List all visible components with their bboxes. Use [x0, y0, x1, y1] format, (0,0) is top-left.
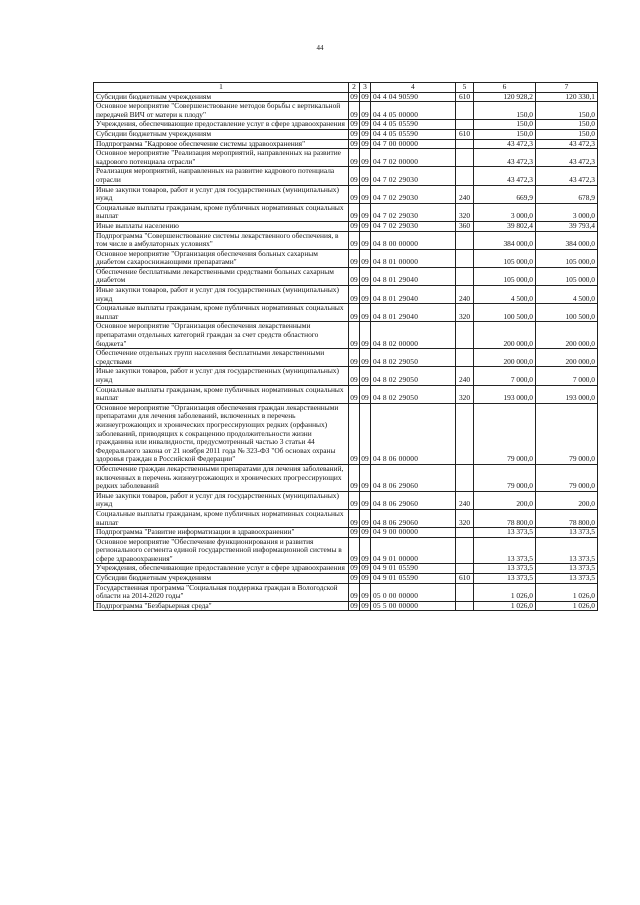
cell-subsection: 09: [361, 563, 369, 573]
cell-amount-year1: 3 000,0: [474, 203, 536, 221]
cell-expense-type: 610: [456, 574, 474, 584]
cell-expense-type: [456, 139, 474, 149]
cell-subsection: 09: [360, 464, 371, 491]
cell-amount-year2: 1 026,0: [536, 583, 598, 601]
table-row: [94, 537, 598, 564]
cell-name: Иные выплаты населению: [94, 221, 349, 231]
cell-section: 09: [350, 563, 358, 573]
cell-section: 09: [349, 509, 360, 527]
table-row: [94, 322, 598, 349]
cell-expense-type: 610: [456, 129, 474, 139]
cell-code: 04 8 01 29040: [371, 304, 456, 322]
cell-amount-year2: 13 373,5: [536, 537, 598, 564]
table-row: [94, 349, 598, 367]
cell-amount-year2: 120 330,1: [536, 92, 598, 102]
cell-amount-year2: 100 500,0: [536, 304, 598, 322]
cell-code: 04 8 02 29050: [371, 367, 456, 385]
cell-code: 04 8 02 29050: [371, 385, 456, 403]
header-cell-expense-type: 5: [456, 83, 474, 93]
cell-expense-type: [456, 583, 474, 601]
header-cell-code: 4: [371, 83, 456, 93]
cell-subsection: 09: [361, 573, 369, 583]
table-row: [94, 528, 598, 538]
cell-section: 09: [350, 139, 358, 148]
table-row: [94, 574, 598, 584]
cell-section: 09: [349, 491, 360, 509]
cell-amount-year2: 150,0: [536, 120, 598, 130]
cell-amount-year1: 13 373,5: [474, 528, 536, 538]
cell-section: 09: [349, 149, 360, 167]
cell-code: 04 9 01 00000: [371, 537, 456, 564]
cell-expense-type: [456, 167, 474, 185]
cell-subsection: 09: [360, 537, 371, 564]
cell-amount-year2: 79 000,0: [536, 464, 598, 491]
cell-section: 09: [349, 349, 360, 367]
cell-code: 04 8 01 29040: [371, 286, 456, 304]
cell-amount-year2: 105 000,0: [536, 249, 598, 267]
cell-section: 09: [350, 92, 358, 101]
cell-name: Подпрограмма "Совершенствование системы лекарственного обеспечения, в том числе в амбулаторных условиях": [94, 231, 349, 249]
cell-section: 09: [349, 203, 360, 221]
cell-expense-type: [456, 464, 474, 491]
table-row: [94, 509, 598, 527]
table-row: [94, 167, 598, 185]
cell-code: 04 7 02 29030: [371, 185, 456, 203]
cell-expense-type: [456, 120, 474, 130]
cell-section: 09: [350, 221, 358, 230]
cell-name: Иные закупки товаров, работ и услуг для государственных (муниципальных) нужд: [94, 185, 349, 203]
cell-name: Государственная программа "Социальная поддержка граждан в Вологодской области на 2014-2020 годы": [94, 583, 349, 601]
cell-expense-type: 320: [456, 304, 474, 322]
cell-amount-year1: 200 000,0: [474, 349, 536, 367]
header-cell-name: 1: [94, 83, 349, 93]
cell-amount-year1: 669,9: [474, 185, 536, 203]
cell-expense-type: 320: [456, 509, 474, 527]
cell-name: Основное мероприятие "Обеспечение функционирования и развития регионального сегмента единой государственной информационной системы в сфере здравоохранения": [94, 537, 349, 564]
header-cell-year1: 6: [474, 83, 536, 93]
cell-amount-year1: 4 500,0: [474, 286, 536, 304]
cell-amount-year2: 150,0: [536, 129, 598, 139]
cell-expense-type: [456, 231, 474, 249]
cell-section: 09: [349, 249, 360, 267]
cell-expense-type: 240: [456, 286, 474, 304]
table-row: [94, 267, 598, 285]
cell-subsection: 09: [361, 139, 369, 148]
cell-subsection: 09: [361, 527, 369, 537]
cell-subsection: 09: [360, 583, 371, 601]
cell-subsection: 09: [360, 267, 371, 285]
cell-amount-year2: 150,0: [536, 102, 598, 120]
cell-expense-type: [456, 322, 474, 349]
cell-section: 09: [349, 385, 360, 403]
cell-code: 04 9 01 05590: [371, 574, 456, 584]
cell-subsection: 09: [360, 167, 371, 185]
cell-expense-type: [456, 403, 474, 464]
cell-name: Учреждения, обеспечивающие предоставление услуг в сфере здравоохранения: [94, 120, 349, 130]
cell-amount-year1: 150,0: [474, 120, 536, 130]
table-body: [94, 92, 598, 611]
cell-expense-type: [456, 537, 474, 564]
table-row: [94, 92, 598, 102]
cell-amount-year2: 13 373,5: [536, 564, 598, 574]
cell-code: 04 4 05 05590: [371, 120, 456, 130]
cell-expense-type: [456, 267, 474, 285]
cell-amount-year1: 13 373,5: [474, 564, 536, 574]
page-number: 44: [316, 44, 324, 52]
cell-name: Субсидии бюджетным учреждениям: [94, 129, 349, 139]
cell-subsection: 09: [360, 286, 371, 304]
cell-name: Социальные выплаты гражданам, кроме публичных нормативных социальных выплат: [94, 509, 349, 527]
cell-name: Иные закупки товаров, работ и услуг для государственных (муниципальных) нужд: [94, 491, 349, 509]
cell-amount-year2: 193 000,0: [536, 385, 598, 403]
cell-name: Социальные выплаты гражданам, кроме публичных нормативных социальных выплат: [94, 385, 349, 403]
cell-amount-year1: 79 000,0: [474, 464, 536, 491]
cell-amount-year2: 13 373,5: [536, 528, 598, 538]
cell-name: Иные закупки товаров, работ и услуг для государственных (муниципальных) нужд: [94, 367, 349, 385]
cell-section: 09: [349, 537, 360, 564]
cell-expense-type: [456, 349, 474, 367]
cell-subsection: 09: [360, 231, 371, 249]
cell-subsection: 09: [361, 119, 369, 129]
cell-name: Субсидии бюджетным учреждениям: [94, 574, 349, 584]
header-cell-subsection: 3: [360, 83, 371, 93]
cell-section: 09: [349, 231, 360, 249]
cell-section: 09: [349, 464, 360, 491]
cell-code: 04 8 06 29060: [371, 491, 456, 509]
cell-expense-type: 240: [456, 185, 474, 203]
cell-expense-type: [456, 149, 474, 167]
header-cell-year2: 7: [536, 83, 598, 93]
table-row: [94, 601, 598, 611]
cell-expense-type: [456, 528, 474, 538]
cell-amount-year1: 78 800,0: [474, 509, 536, 527]
cell-amount-year2: 39 793,4: [536, 221, 598, 231]
cell-section: 09: [349, 403, 360, 464]
cell-subsection: 09: [360, 403, 371, 464]
cell-name: Подпрограмма "Кадровое обеспечение системы здравоохранения": [94, 139, 349, 149]
cell-code: 04 7 02 29030: [371, 203, 456, 221]
cell-subsection: 09: [360, 349, 371, 367]
cell-amount-year2: 43 472,3: [536, 167, 598, 185]
cell-amount-year1: 120 928,2: [474, 92, 536, 102]
cell-amount-year2: 13 373,5: [536, 574, 598, 584]
cell-section: 09: [349, 286, 360, 304]
cell-expense-type: 360: [456, 221, 474, 231]
cell-expense-type: 320: [456, 203, 474, 221]
cell-amount-year1: 79 000,0: [474, 403, 536, 464]
cell-code: 04 4 05 00000: [371, 102, 456, 120]
cell-name: Основное мероприятие "Организация обеспечения больных сахарным диабетом сахароснижающими препаратами": [94, 249, 349, 267]
table-row: [94, 367, 598, 385]
cell-amount-year2: 43 472,3: [536, 149, 598, 167]
cell-code: 04 8 06 29060: [371, 464, 456, 491]
cell-code: 04 7 00 00000: [371, 139, 456, 149]
cell-code: 04 8 06 29060: [371, 509, 456, 527]
cell-amount-year1: 1 026,0: [474, 583, 536, 601]
table-row: [94, 221, 598, 231]
cell-section: 09: [349, 322, 360, 349]
cell-code: 04 7 02 00000: [371, 149, 456, 167]
cell-expense-type: [456, 601, 474, 611]
table-row: [94, 249, 598, 267]
cell-section: 09: [349, 304, 360, 322]
cell-name: Основное мероприятие "Реализация мероприятий, направленных на развитие кадрового потенциала отрасли": [94, 149, 349, 167]
cell-section: 09: [350, 573, 358, 583]
cell-amount-year1: 39 802,4: [474, 221, 536, 231]
cell-code: 04 7 02 29030: [371, 167, 456, 185]
table-row: [94, 304, 598, 322]
cell-expense-type: 240: [456, 491, 474, 509]
table-row: [94, 464, 598, 491]
cell-amount-year1: 43 472,3: [474, 167, 536, 185]
cell-amount-year2: 105 000,0: [536, 267, 598, 285]
cell-section: 09: [349, 102, 360, 120]
cell-subsection: 09: [361, 221, 369, 230]
cell-name: Подпрограмма "Развитие информатизации в здравоохранении": [94, 528, 349, 538]
cell-amount-year2: 1 026,0: [536, 601, 598, 611]
cell-amount-year1: 384 000,0: [474, 231, 536, 249]
cell-amount-year2: 384 000,0: [536, 231, 598, 249]
table-row: [94, 583, 598, 601]
table-row: [94, 231, 598, 249]
cell-name: Обеспечение бесплатными лекарственными средствами больных сахарным диабетом: [94, 267, 349, 285]
cell-name: Реализация мероприятий, направленных на развитие кадрового потенциала отрасли: [94, 167, 349, 185]
cell-code: 05 5 00 00000: [371, 601, 456, 611]
cell-amount-year1: 150,0: [474, 102, 536, 120]
cell-section: 09: [350, 119, 358, 129]
cell-amount-year1: 105 000,0: [474, 249, 536, 267]
cell-section: 09: [349, 185, 360, 203]
cell-code: 04 9 00 00000: [371, 528, 456, 538]
cell-expense-type: 320: [456, 385, 474, 403]
table-row: [94, 149, 598, 167]
cell-name: Основное мероприятие "Организация обеспечения граждан лекарственными препаратами для лечения заболеваний, включенных в перечень жизнеугрожающих и хронических прогрессирующих редких (орфанных) заболеваний, приводящих к сокращению продолжительности жизни гражданина или инвалидности, предусмотренный частью 3 статьи 44 Федерального закона от 21 ноября 2011 года № 323-ФЗ "Об основах охраны здоровья граждан в Российской Федерации": [94, 403, 349, 464]
cell-amount-year2: 43 472,3: [536, 139, 598, 149]
cell-code: 04 8 01 00000: [371, 249, 456, 267]
cell-expense-type: [456, 249, 474, 267]
cell-amount-year1: 7 000,0: [474, 367, 536, 385]
table-row: [94, 491, 598, 509]
cell-amount-year2: 200 000,0: [536, 349, 598, 367]
cell-amount-year1: 100 500,0: [474, 304, 536, 322]
cell-section: 09: [350, 601, 358, 610]
cell-section: 09: [349, 167, 360, 185]
header-cell-section: 2: [349, 83, 360, 93]
cell-code: 05 0 00 00000: [371, 583, 456, 601]
cell-code: 04 4 05 05590: [371, 129, 456, 139]
cell-amount-year2: 79 000,0: [536, 403, 598, 464]
cell-amount-year2: 200,0: [536, 491, 598, 509]
cell-expense-type: [456, 102, 474, 120]
cell-code: 04 4 04 90590: [371, 92, 456, 102]
cell-subsection: 09: [360, 367, 371, 385]
cell-amount-year2: 3 000,0: [536, 203, 598, 221]
cell-name: Основное мероприятие "Совершенствование методов борьбы с вертикальной передачей ВИЧ от матери к плоду": [94, 102, 349, 120]
cell-amount-year1: 1 026,0: [474, 601, 536, 611]
table-row: [94, 286, 598, 304]
cell-subsection: 09: [361, 92, 369, 101]
cell-subsection: 09: [361, 129, 369, 138]
cell-subsection: 09: [360, 102, 371, 120]
cell-subsection: 09: [360, 203, 371, 221]
cell-amount-year2: 7 000,0: [536, 367, 598, 385]
cell-code: 04 8 02 00000: [371, 322, 456, 349]
table-row: [94, 139, 598, 149]
cell-expense-type: 240: [456, 367, 474, 385]
cell-amount-year2: 200 000,0: [536, 322, 598, 349]
cell-code: 04 8 02 29050: [371, 349, 456, 367]
cell-name: Подпрограмма "Безбарьерная среда": [94, 601, 349, 611]
cell-section: 09: [349, 367, 360, 385]
cell-amount-year2: 4 500,0: [536, 286, 598, 304]
table-row: [94, 185, 598, 203]
cell-code: 04 8 01 29040: [371, 267, 456, 285]
table-row: [94, 120, 598, 130]
cell-amount-year1: 13 373,5: [474, 537, 536, 564]
cell-subsection: 09: [360, 491, 371, 509]
cell-amount-year1: 200 000,0: [474, 322, 536, 349]
budget-table: [93, 82, 598, 611]
table-row: [94, 129, 598, 139]
cell-amount-year1: 150,0: [474, 129, 536, 139]
cell-name: Социальные выплаты гражданам, кроме публичных нормативных социальных выплат: [94, 203, 349, 221]
cell-section: 09: [349, 267, 360, 285]
table-row: [94, 403, 598, 464]
cell-expense-type: 610: [456, 92, 474, 102]
cell-code: 04 8 00 00000: [371, 231, 456, 249]
cell-name: Субсидии бюджетным учреждениям: [94, 92, 349, 102]
cell-code: 04 7 02 29030: [371, 221, 456, 231]
table-row: [94, 564, 598, 574]
cell-subsection: 09: [360, 322, 371, 349]
cell-subsection: 09: [360, 185, 371, 203]
cell-code: 04 8 06 00000: [371, 403, 456, 464]
cell-subsection: 09: [360, 385, 371, 403]
cell-name: Иные закупки товаров, работ и услуг для государственных (муниципальных) нужд: [94, 286, 349, 304]
cell-name: Обеспечение отдельных групп населения бесплатными лекарственными средствами: [94, 349, 349, 367]
cell-subsection: 09: [360, 249, 371, 267]
cell-amount-year1: 43 472,3: [474, 149, 536, 167]
cell-section: 09: [350, 129, 358, 138]
cell-subsection: 09: [360, 149, 371, 167]
cell-subsection: 09: [360, 304, 371, 322]
cell-amount-year1: 105 000,0: [474, 267, 536, 285]
cell-subsection: 09: [360, 509, 371, 527]
table-header-row: [94, 83, 598, 93]
cell-code: 04 9 01 05590: [371, 564, 456, 574]
cell-amount-year2: 678,9: [536, 185, 598, 203]
cell-section: 09: [350, 527, 358, 537]
cell-amount-year1: 13 373,5: [474, 574, 536, 584]
cell-name: Основное мероприятие "Организация обеспечения лекарственными препаратами отдельных категорий граждан за счет средств областного бюджета": [94, 322, 349, 349]
table-row: [94, 203, 598, 221]
cell-amount-year1: 193 000,0: [474, 385, 536, 403]
table-row: [94, 102, 598, 120]
cell-amount-year2: 78 800,0: [536, 509, 598, 527]
cell-expense-type: [456, 564, 474, 574]
cell-name: Социальные выплаты гражданам, кроме публичных нормативных социальных выплат: [94, 304, 349, 322]
cell-name: Обеспечение граждан лекарственными препаратами для лечения заболеваний, включенных в перечень жизнеугрожающих и хронических прогрессирующих редких заболеваний: [94, 464, 349, 491]
cell-name: Учреждения, обеспечивающие предоставление услуг в сфере здравоохранения: [94, 564, 349, 574]
cell-section: 09: [349, 583, 360, 601]
cell-subsection: 09: [361, 601, 369, 610]
cell-amount-year1: 200,0: [474, 491, 536, 509]
cell-amount-year1: 43 472,3: [474, 139, 536, 149]
table-row: [94, 385, 598, 403]
